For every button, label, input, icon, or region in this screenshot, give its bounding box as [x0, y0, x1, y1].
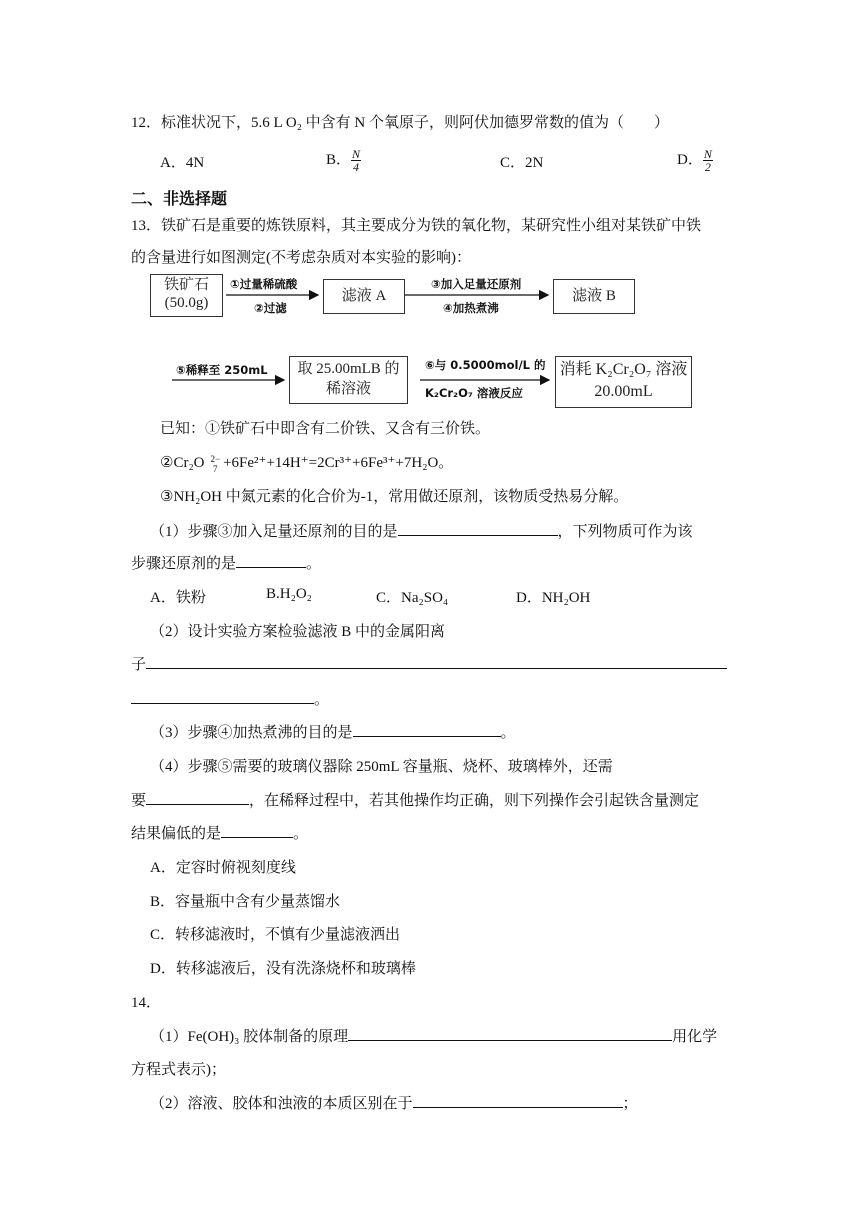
q12-option-b-label: B．: [326, 152, 352, 168]
q13-part2-line3: [131, 688, 329, 709]
q13-part3-end: 。: [500, 725, 516, 741]
q13-part4-line3: [131, 822, 308, 843]
q13-part1-text2: ，下列物质可作为该: [557, 524, 693, 540]
box-label: 消耗 K₂Cr₂O₇ 溶液: [559, 361, 688, 378]
arrow-2-bottom-label: ④加热煮沸: [443, 301, 499, 315]
dichromate-charge: [211, 454, 221, 474]
fraction-numerator: N: [352, 147, 361, 162]
flow-box-consumption: [555, 356, 692, 408]
q13-part4-end: 。: [293, 826, 309, 842]
answer-blank[interactable]: [398, 521, 558, 536]
q14-number: 14．: [131, 995, 162, 1011]
fraction-denominator: 4: [353, 160, 360, 175]
q13-part4-text: 要: [131, 793, 147, 809]
q13-p4-option-c: C．转移滤液时，不慎有少量滤液洒出: [150, 927, 401, 943]
q13-part4-text2: ，在稀释过程中，若其他操作均正确，则下列操作会引起铁含量测定: [249, 793, 700, 809]
q13-part1-line1: [150, 520, 693, 541]
q13-part2-end: 。: [314, 692, 330, 708]
known-2-part-a: ②Cr₂O: [160, 455, 205, 471]
answer-blank[interactable]: [131, 689, 314, 704]
q14-part2-text: （2）溶液、胶体和浊液的本质区别在于: [150, 1096, 413, 1112]
q13-p1-option-b: B.H₂O₂: [266, 586, 312, 602]
answer-blank[interactable]: [348, 1026, 672, 1041]
flow-box-diluted-sample: [289, 356, 408, 404]
q13-stem-line2: 的含量进行如图测定(不考虑杂质对本实验的影响)：: [131, 250, 471, 266]
answer-blank[interactable]: [221, 823, 293, 838]
fraction-denominator: 2: [704, 160, 711, 175]
q13-part2-line2: [131, 653, 727, 674]
q14-part1-text: （1）Fe(OH)₃ 胶体制备的原理: [150, 1029, 349, 1045]
arrow-4-top-label: ⑥与 0.5000mol/L 的: [425, 358, 546, 372]
answer-blank[interactable]: [236, 553, 306, 568]
q14-part2: [150, 1092, 638, 1113]
known-2-part-b: +6Fe²⁺+14H⁺=2Cr³⁺+6Fe³⁺+7H₂O。: [223, 455, 454, 471]
q14-part2-end: ；: [622, 1096, 638, 1112]
answer-blank[interactable]: [413, 1093, 623, 1108]
arrow-2-top-label: ③加入足量还原剂: [431, 277, 522, 291]
q13-part4-text3: 结果偏低的是: [131, 826, 222, 842]
q12-option-c: C．2N: [500, 155, 544, 171]
q13-p4-option-d: D．转移滤液后，没有洗涤烧杯和玻璃棒: [150, 961, 416, 977]
section-heading: 二、非选择题: [131, 189, 228, 208]
box-label: 取 25.00mLB 的: [297, 361, 400, 377]
arrow-3-top-label: ⑤稀释至 250mL: [176, 363, 268, 377]
q13-part4-line1: （4）步骤⑤需要的玻璃仪器除 250mL 容量瓶、烧杯、玻璃棒外，还需: [150, 759, 613, 775]
q13-p1-option-d: D．NH₂OH: [516, 590, 591, 606]
q13-p4-option-b: B．容量瓶中含有少量蒸馏水: [150, 894, 341, 910]
q13-part1-end: 。: [306, 556, 322, 572]
q13-part3-text: （3）步骤④加热煮沸的目的是: [150, 725, 353, 741]
answer-blank[interactable]: [146, 654, 727, 669]
q13-part3: [150, 721, 516, 742]
q14-part1-line2: 方程式表示)；: [131, 1062, 226, 1078]
charge-superscript: 2−: [210, 453, 221, 464]
q13-p1-option-a: A．铁粉: [150, 590, 206, 606]
q12-option-a: A．4N: [160, 155, 205, 171]
q13-p4-option-a: A．定容时俯视刻度线: [150, 860, 296, 876]
arrow-1-top-label: ①过量稀硫酸: [230, 277, 298, 291]
box-label: 稀溶液: [325, 381, 371, 397]
answer-blank[interactable]: [353, 722, 501, 737]
box-label: (50.0g): [164, 295, 209, 311]
q12-stem: 12．标准状况下，5.6 L O₂ 中含有 N 个氧原子，则阿伏加德罗常数的值为（ ）: [131, 115, 670, 131]
flow-box-filtrate-a: 滤液 A: [323, 279, 405, 314]
q13-part2-text: 子: [131, 657, 147, 673]
fraction-numerator: N: [703, 147, 712, 162]
known-2: [160, 451, 453, 474]
answer-blank[interactable]: [146, 790, 249, 805]
q13-stem-line1: 13．铁矿石是重要的炼铁原料，其主要成分为铁的氧化物，某研究性小组对某铁矿中铁: [131, 218, 702, 234]
q14-part1-line1: [150, 1025, 717, 1046]
arrow-1-bottom-label: ②过滤: [254, 301, 287, 315]
known-1: 已知：①铁矿石中即含有二价铁、又含有三价铁。: [160, 421, 491, 437]
arrow-4-bottom-label: K₂Cr₂O₇ 溶液反应: [425, 386, 523, 400]
q13-p1-option-c: C．Na₂SO₄: [376, 590, 449, 606]
q13-part1-text: （1）步骤③加入足量还原剂的目的是: [150, 524, 398, 540]
flow-box-filtrate-b: 滤液 B: [553, 279, 635, 314]
q13-part2-line1: （2）设计实验方案检验滤液 B 中的金属阳离: [150, 624, 446, 640]
q12-option-d-label: D．: [677, 152, 703, 168]
box-label: 铁矿石: [163, 277, 209, 293]
q13-part1-line2: [131, 552, 321, 573]
q13-part4-line2: [131, 789, 699, 810]
q14-part1-text2: 用化学: [672, 1029, 718, 1045]
q13-part1-text3: 步骤还原剂的是: [131, 556, 237, 572]
known-3: ③NH₂OH 中氮元素的化合价为-1，常用做还原剂，该物质受热易分解。: [160, 489, 629, 505]
box-label: 20.00mL: [594, 383, 653, 400]
charge-subscript: 7: [213, 463, 218, 474]
